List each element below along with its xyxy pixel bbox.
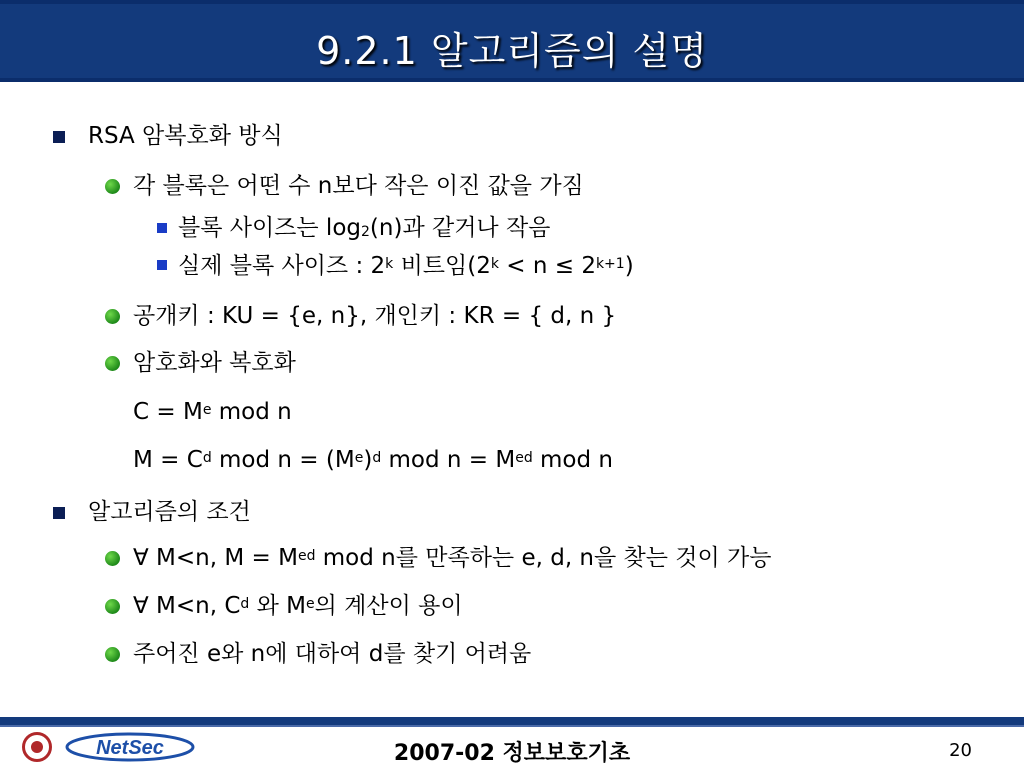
bullet-actual-size bbox=[178, 252, 634, 280]
actual-size-sup-3: k+1 bbox=[595, 256, 625, 272]
cond1-sup: ed bbox=[297, 548, 316, 564]
bullet-condition-2 bbox=[133, 592, 463, 620]
equation-encrypt bbox=[133, 398, 292, 426]
eq1-sup: e bbox=[202, 402, 212, 418]
eq2-text-c: ) bbox=[363, 447, 373, 473]
actual-size-sup-2: k bbox=[490, 256, 499, 272]
green-dot-bullet-icon bbox=[105, 647, 120, 662]
actual-size-text-mid2: < n ≤ 2 bbox=[498, 253, 596, 279]
cond2-sup-2: e bbox=[306, 596, 315, 612]
green-dot-bullet-icon bbox=[105, 551, 120, 566]
title-bar bbox=[0, 0, 1024, 82]
cond2-text-end: 의 계산이 용이 bbox=[314, 593, 463, 619]
actual-size-text-end: ) bbox=[624, 253, 634, 279]
page-number: 20 bbox=[949, 740, 972, 761]
eq2-text-e: mod n bbox=[532, 447, 613, 473]
green-dot-bullet-icon bbox=[105, 599, 120, 614]
actual-size-text: 실제 블록 사이즈 : 2 bbox=[178, 253, 386, 279]
bullet-keys: 공개키 : KU = {e, n}, 개인키 : KR = { d, n } bbox=[133, 303, 617, 329]
cond1-text: ∀ M<n, M = M bbox=[133, 545, 298, 571]
block-size-text-end: (n)과 같거나 작음 bbox=[369, 215, 551, 241]
eq2-text-a: M = C bbox=[133, 447, 203, 473]
small-square-bullet-icon bbox=[157, 260, 167, 270]
eq2-sup-2: e bbox=[354, 450, 364, 466]
eq2-sup-3: d bbox=[372, 450, 382, 466]
footer-course-label: 2007-02 정보보호기초 bbox=[393, 741, 631, 766]
square-bullet-icon bbox=[53, 131, 65, 143]
eq1-text: C = M bbox=[133, 399, 203, 425]
eq2-sup-4: ed bbox=[515, 450, 533, 466]
actual-size-sup-1: k bbox=[385, 256, 394, 272]
slide-title: 9.2.1 알고리즘의 설명 bbox=[316, 29, 708, 73]
cond2-text: ∀ M<n, C bbox=[133, 593, 241, 619]
block-size-text: 블록 사이즈는 log bbox=[178, 215, 361, 241]
cond2-text-mid: 와 M bbox=[249, 593, 306, 619]
actual-size-text-mid: 비트임(2 bbox=[393, 253, 491, 279]
bullet-conditions: 알고리즘의 조건 bbox=[88, 499, 251, 525]
eq2-sup-1: d bbox=[202, 450, 212, 466]
footer-bar-accent bbox=[0, 725, 1024, 727]
eq1-text-end: mod n bbox=[211, 399, 292, 425]
equation-decrypt bbox=[133, 446, 613, 474]
bullet-condition-3: 주어진 e와 n에 대하여 d를 찾기 어려움 bbox=[133, 641, 532, 667]
svg-text:NetSec: NetSec bbox=[96, 737, 164, 759]
footer-bar bbox=[0, 717, 1024, 725]
green-dot-bullet-icon bbox=[105, 356, 120, 371]
block-size-subscript: 2 bbox=[361, 224, 370, 240]
bullet-rsa: RSA 암복호화 방식 bbox=[88, 123, 283, 149]
eq2-text-b: mod n = (M bbox=[211, 447, 355, 473]
green-dot-bullet-icon bbox=[105, 179, 120, 194]
bullet-block-size bbox=[178, 214, 550, 242]
small-square-bullet-icon bbox=[157, 223, 167, 233]
bullet-block-value: 각 블록은 어떤 수 n보다 작은 이진 값을 가짐 bbox=[133, 173, 584, 199]
square-bullet-icon bbox=[53, 507, 65, 519]
bullet-condition-1 bbox=[133, 544, 771, 572]
cond1-text-end: mod n를 만족하는 e, d, n을 찾는 것이 가능 bbox=[315, 545, 772, 571]
cond2-sup-1: d bbox=[240, 596, 250, 612]
eq2-text-d: mod n = M bbox=[381, 447, 516, 473]
bullet-encdec: 암호화와 복호화 bbox=[133, 350, 296, 376]
green-dot-bullet-icon bbox=[105, 309, 120, 324]
